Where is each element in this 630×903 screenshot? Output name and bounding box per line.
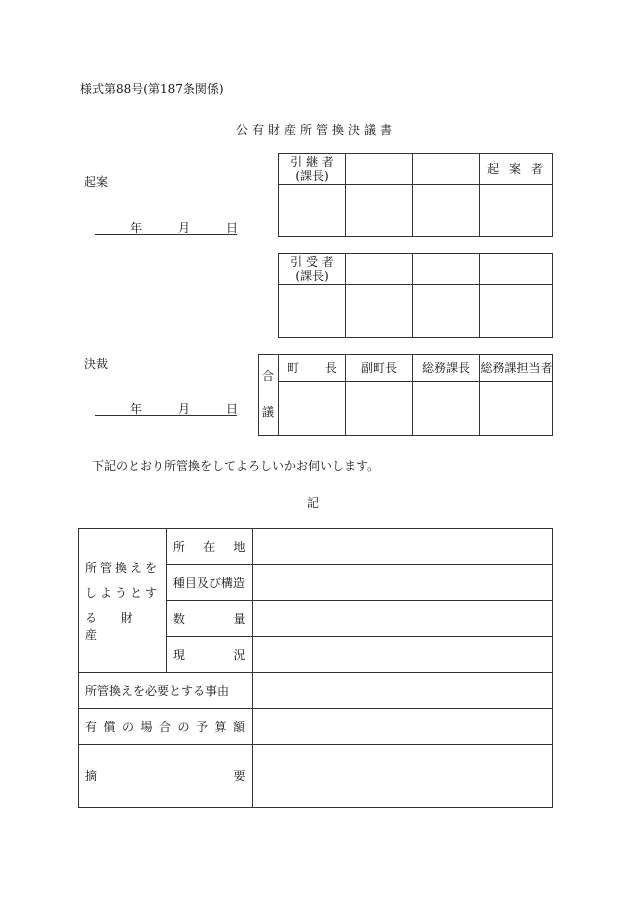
- condition-value-cell[interactable]: [252, 637, 552, 673]
- property-group-line3: る 財 産: [85, 610, 136, 642]
- form-number: 様式第88号(第187条関係): [80, 82, 224, 96]
- transferor-col-divider-2: [412, 153, 413, 237]
- reason-value-cell[interactable]: [252, 673, 552, 709]
- receiver-col-divider-1: [345, 253, 346, 338]
- consult-side-label-bottom: 議: [261, 404, 274, 419]
- quantity-label-r: 量: [233, 612, 246, 626]
- transferor-header-line2: (課長): [295, 169, 329, 183]
- reason-label: 所管換えを必要とする事由: [85, 684, 230, 698]
- property-table: [78, 528, 553, 808]
- request-text: 下記のとおり所管換をしてよろしいかお伺いします。: [92, 459, 380, 473]
- condition-label-cell: [166, 637, 252, 673]
- ki-label: 記: [307, 496, 320, 510]
- summary-label-l: 摘: [85, 769, 98, 783]
- consult-header-deputy-mayor: 副町長: [360, 360, 397, 375]
- reason-label-cell: [79, 673, 253, 709]
- consult-row-divider: [278, 381, 553, 382]
- consult-side-label-top: 合: [261, 368, 274, 383]
- drafting-date-year: 年: [130, 221, 143, 235]
- quantity-label-l: 数: [172, 612, 185, 626]
- category-structure-value-cell[interactable]: [252, 565, 552, 601]
- transferor-header-line1: 引 継 者: [290, 154, 334, 169]
- property-group-line1: 所管換えを: [85, 560, 161, 575]
- quantity-value-cell[interactable]: [252, 601, 552, 637]
- location-label-cell: [166, 529, 252, 565]
- receiver-col-divider-2: [412, 253, 413, 338]
- category-structure-label-cell: [166, 565, 252, 601]
- transferor-header: [279, 154, 345, 184]
- drafting-label: 起案: [84, 175, 109, 189]
- location-label-m: 在: [203, 540, 216, 554]
- summary-label-cell: [79, 745, 253, 808]
- transferor-col-divider-1: [345, 153, 346, 237]
- receiver-header-line2: (課長): [295, 269, 329, 283]
- condition-label-r: 況: [233, 648, 246, 662]
- location-label-l: 所: [172, 540, 185, 554]
- budget-label-cell: [79, 709, 253, 745]
- receiver-col-divider-3: [479, 253, 480, 338]
- quantity-label-cell: [166, 601, 252, 637]
- receiver-header-line1: 引 受 者: [290, 254, 334, 269]
- decision-date-day: 日: [226, 402, 239, 416]
- budget-label: 有償の場合の予算額: [85, 720, 252, 734]
- condition-label-l: 現: [172, 648, 185, 662]
- drafting-date-day: 日: [226, 221, 239, 235]
- budget-value-cell[interactable]: [252, 709, 552, 745]
- property-group-cell: [79, 529, 167, 673]
- location-value-cell[interactable]: [252, 529, 552, 565]
- page-title: 公有財産所管換決議書: [236, 123, 397, 137]
- summary-value-cell[interactable]: [252, 745, 552, 808]
- summary-label-r: 要: [233, 769, 246, 783]
- drafting-date-line: [95, 234, 237, 235]
- decision-date-month: 月: [178, 402, 191, 416]
- consult-header-general-affairs-staff: 総務課担当者: [480, 360, 553, 375]
- consult-header-general-affairs-chief: 総務課長: [421, 360, 470, 375]
- drafting-date-month: 月: [178, 221, 191, 235]
- receiver-row-divider: [278, 284, 553, 285]
- receiver-header: [279, 254, 345, 284]
- consult-header-mayor: 町 長: [287, 360, 337, 375]
- property-group-line2: しようとす: [85, 585, 161, 600]
- decision-date-year: 年: [130, 402, 143, 416]
- decision-date-line: [95, 415, 237, 416]
- decision-label: 決裁: [84, 357, 109, 371]
- transferor-row-divider: [278, 184, 553, 185]
- location-label-r: 地: [233, 540, 246, 554]
- category-structure-label: 種目及び構造: [172, 576, 245, 590]
- drafter-header: 起 案 者: [487, 161, 546, 176]
